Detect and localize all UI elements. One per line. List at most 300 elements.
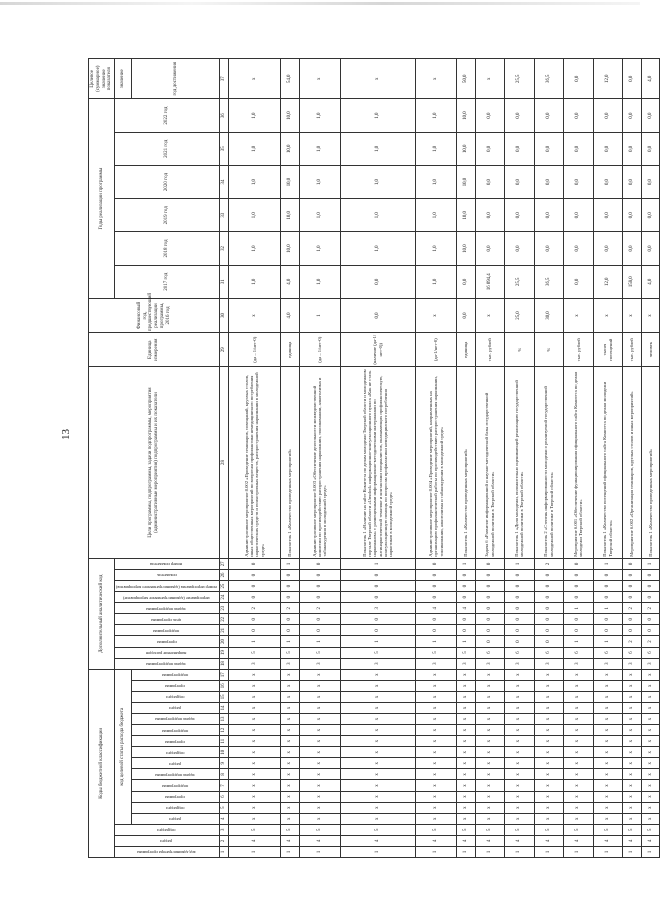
code-cell: х	[534, 758, 564, 769]
code-cell: 0	[505, 603, 535, 614]
code-cell: х	[416, 680, 457, 691]
code-cell: 6	[641, 647, 660, 658]
hdr-year: 2022 год	[115, 99, 220, 132]
row-unit: %	[505, 333, 535, 367]
code-cell: х	[534, 736, 564, 747]
code-cell: х	[340, 713, 415, 724]
code-cell: х	[281, 802, 300, 813]
code-cell: х	[641, 725, 660, 736]
code-cell: 0	[475, 603, 505, 614]
hdr-expense-label: программа	[165, 684, 185, 690]
code-cell: х	[456, 791, 475, 802]
code-cell: х	[475, 736, 505, 747]
code-cell: 0	[505, 614, 535, 625]
code-cell: 1	[623, 846, 642, 857]
code-cell: х	[593, 802, 623, 813]
code-cell: 4	[416, 603, 457, 614]
code-cell: 5	[593, 824, 623, 835]
table-row	[475, 59, 505, 858]
row-year-value: 1,0	[299, 265, 340, 298]
row-year-value: 1,0	[340, 99, 415, 132]
code-cell: 3	[623, 658, 642, 669]
hdr-expense-label: подпрограмма	[161, 728, 189, 734]
code-cell: х	[505, 791, 535, 802]
row-unit: (наличие (да-1/нет-0))	[340, 333, 415, 367]
code-cell: 3	[564, 658, 594, 669]
code-cell: х	[299, 758, 340, 769]
code-cell: 0	[456, 592, 475, 603]
code-cell: х	[564, 747, 594, 758]
code-cell: 6	[534, 647, 564, 658]
col-number: 17	[220, 669, 229, 680]
code-cell: х	[340, 813, 415, 824]
code-cell: х	[564, 780, 594, 791]
col-number: 2	[220, 835, 229, 846]
row-year-value: 1,0	[228, 265, 280, 298]
row-year-value: 10,0	[281, 132, 300, 165]
code-cell: х	[228, 769, 280, 780]
hdr-analytic-codes: Дополнительный аналитический код	[89, 558, 115, 669]
code-cell: х	[281, 736, 300, 747]
code-cell: 0	[475, 625, 505, 636]
row-year-value: 0,0	[593, 165, 623, 198]
code-cell: х	[281, 791, 300, 802]
row-year-value: 0,0	[505, 99, 535, 132]
col-number: 32	[220, 232, 229, 265]
code-cell: х	[641, 780, 660, 791]
row-final: 25,5	[505, 59, 535, 99]
code-cell: х	[623, 813, 642, 824]
code-cell: 1	[340, 558, 415, 569]
code-cell: 0	[505, 592, 535, 603]
code-cell: х	[299, 702, 340, 713]
row-year-value: 25,5	[505, 265, 535, 298]
code-cell: 0	[228, 581, 280, 592]
code-cell: х	[623, 747, 642, 758]
code-cell: х	[299, 802, 340, 813]
code-cell: х	[641, 769, 660, 780]
hdr-analytic-label: задача подпрограммы	[146, 606, 187, 612]
code-cell: х	[593, 725, 623, 736]
hdr-code-label: раздел	[160, 839, 173, 845]
code-cell: х	[416, 725, 457, 736]
hdr-analytic-label: мероприятие (административное мероприятие)	[123, 595, 210, 601]
hdr-analytic-label: номер мероприятия (административного мероприятия)	[116, 584, 217, 590]
row-final: 0,0	[564, 59, 594, 99]
code-cell: 1	[340, 846, 415, 857]
code-cell: 0	[475, 614, 505, 625]
code-cell: х	[340, 769, 415, 780]
code-cell: 0	[475, 581, 505, 592]
code-cell: х	[228, 780, 280, 791]
row-year-value: 0,0	[564, 132, 594, 165]
code-cell: 0	[299, 614, 340, 625]
code-cell: х	[281, 813, 300, 824]
code-cell: х	[228, 736, 280, 747]
code-cell: 0	[564, 614, 594, 625]
col-number: 25	[220, 581, 229, 592]
code-cell: 0	[593, 614, 623, 625]
row-base: х	[641, 298, 660, 332]
code-cell: х	[641, 713, 660, 724]
row-base: 0,0	[340, 298, 415, 332]
code-cell: х	[228, 669, 280, 680]
code-cell: 1	[281, 846, 300, 857]
code-cell: 0	[299, 569, 340, 580]
table-row	[456, 59, 475, 858]
code-cell: х	[534, 669, 564, 680]
code-cell: х	[340, 802, 415, 813]
table-row	[534, 59, 564, 858]
hdr-expense-label: задача подпрограммы	[155, 717, 196, 723]
code-cell: х	[281, 769, 300, 780]
code-cell: х	[475, 702, 505, 713]
row-year-value: 12,0	[593, 265, 623, 298]
code-cell: х	[228, 702, 280, 713]
code-cell: х	[641, 791, 660, 802]
code-cell: 0	[340, 614, 415, 625]
row-year-value: 1,0	[416, 265, 457, 298]
hdr-expense-col	[132, 669, 220, 680]
code-cell: 0	[641, 569, 660, 580]
table-row	[416, 59, 457, 858]
hdr-analytic-col	[115, 603, 220, 614]
row-name: Показатель 1 «Доля молодежи, положительно оценивающей реализацию государственной молодежной политики в Тверской области»	[505, 367, 535, 558]
row-name: Мероприятие 6.001 «Обеспечение функционирования официального сайта Комитета по делам молодежи Тверской области»	[564, 367, 594, 558]
code-cell: 0	[505, 625, 535, 636]
hdr-expense-label: раздел	[169, 817, 182, 823]
code-cell: х	[281, 725, 300, 736]
code-cell: х	[475, 713, 505, 724]
row-year-value: 1,0	[416, 99, 457, 132]
hdr-expense-col	[132, 802, 220, 813]
row-year-value: 1,0	[299, 199, 340, 232]
code-cell: х	[564, 680, 594, 691]
hdr-expense-label: раздел	[169, 761, 182, 767]
code-cell: 5	[456, 647, 475, 658]
code-cell: х	[299, 813, 340, 824]
hdr-expense-label: программа	[165, 739, 185, 745]
code-cell: х	[281, 758, 300, 769]
code-cell: 0	[564, 581, 594, 592]
code-cell: 0	[416, 592, 457, 603]
code-cell: х	[623, 691, 642, 702]
code-cell: 1	[228, 846, 280, 857]
code-cell: х	[228, 747, 280, 758]
code-cell: х	[416, 669, 457, 680]
code-cell: х	[534, 680, 564, 691]
row-year-value: 1,0	[299, 165, 340, 198]
code-cell: 0	[564, 625, 594, 636]
code-cell: х	[505, 736, 535, 747]
table-row	[593, 59, 623, 858]
code-cell: 1	[641, 846, 660, 857]
code-cell: х	[340, 758, 415, 769]
row-unit: (да – 1/нет-0)	[299, 333, 340, 367]
scan-artifact-line	[0, 2, 640, 5]
code-cell: 0	[456, 625, 475, 636]
code-cell: х	[228, 680, 280, 691]
code-cell: х	[534, 691, 564, 702]
code-cell: 1	[593, 558, 623, 569]
code-cell: х	[475, 680, 505, 691]
row-name: Показатель 1 «Количество проведенных мероприятий»	[281, 367, 300, 558]
code-cell: х	[456, 813, 475, 824]
code-cell: х	[475, 813, 505, 824]
row-year-value: 1,0	[299, 132, 340, 165]
code-cell: 3	[416, 658, 457, 669]
code-cell: 5	[416, 647, 457, 658]
code-cell: 0	[505, 569, 535, 580]
code-cell: 4	[299, 835, 340, 846]
code-cell: х	[505, 769, 535, 780]
code-cell: х	[623, 702, 642, 713]
code-cell: х	[456, 758, 475, 769]
code-cell: х	[505, 725, 535, 736]
row-year-value: 0,0	[475, 199, 505, 232]
code-cell: х	[641, 747, 660, 758]
code-cell: 5	[475, 824, 505, 835]
code-cell: х	[416, 758, 457, 769]
hdr-code-label: код администратора программы	[137, 850, 196, 856]
code-cell: 5	[340, 647, 415, 658]
code-cell: 0	[534, 592, 564, 603]
code-cell: 4	[416, 835, 457, 846]
row-year-value: 0,0	[623, 165, 642, 198]
col-number: 24	[220, 592, 229, 603]
code-cell: 4	[564, 835, 594, 846]
code-cell: 1	[416, 636, 457, 647]
code-cell: х	[340, 669, 415, 680]
code-cell: 1	[593, 846, 623, 857]
row-year-value: 0,0	[340, 265, 415, 298]
col-number: 8	[220, 769, 229, 780]
hdr-analytic-col	[115, 581, 220, 592]
row-year-value: 10,0	[281, 99, 300, 132]
col-number: 29	[220, 333, 229, 367]
row-name: Административное мероприятие 8.004 «Проведение мероприятий, направленных на организацию профилактической работы по противодействию распространения наркомании, токсикомании, алкоголизма и табакокурения в молодежной среде»	[416, 367, 457, 558]
hdr-years: Годы реализации программы	[89, 99, 115, 298]
row-name: Административное мероприятие 8.003 «Обеспечение деятельности межведомственной комиссии по противодействию распространения наркомании, токсикомании, алкоголизма и табакокурения в молодежной среде»	[299, 367, 340, 558]
code-cell: х	[475, 725, 505, 736]
hdr-analytic-col	[115, 592, 220, 603]
code-cell: х	[456, 736, 475, 747]
code-cell: 4	[593, 835, 623, 846]
row-name: Мероприятие 6.002 «Организация семинаров, круглых столов и иных мероприятий»	[623, 367, 642, 558]
row-name: Показатель 2 «Степень информированности молодежи о реализуемой государственной молодежной политике в Тверской области»	[534, 367, 564, 558]
hdr-expense-col	[132, 813, 220, 824]
code-cell: х	[299, 669, 340, 680]
code-cell: 0	[641, 614, 660, 625]
row-year-value: 1,0	[416, 132, 457, 165]
row-final: х	[299, 59, 340, 99]
code-cell: 2	[534, 558, 564, 569]
code-cell: 1	[641, 558, 660, 569]
row-year-value: 0,0	[564, 165, 594, 198]
code-cell: 1	[534, 846, 564, 857]
code-cell: х	[641, 669, 660, 680]
code-cell: х	[564, 669, 594, 680]
code-cell: 1	[340, 636, 415, 647]
hdr-expense-label: подраздел	[165, 750, 185, 756]
code-cell: х	[641, 736, 660, 747]
code-cell: х	[416, 702, 457, 713]
row-year-value: 0,0	[505, 132, 535, 165]
code-cell: 1	[593, 603, 623, 614]
code-cell: 6	[623, 647, 642, 658]
code-cell: х	[475, 758, 505, 769]
code-cell: 3	[641, 658, 660, 669]
code-cell: 0	[623, 569, 642, 580]
code-cell: 0	[641, 581, 660, 592]
code-cell: 0	[299, 581, 340, 592]
row-year-value: 1,0	[228, 132, 280, 165]
code-cell: х	[564, 691, 594, 702]
hdr-expense-col	[132, 725, 220, 736]
hdr-expense-col	[132, 769, 220, 780]
code-cell: 4	[534, 835, 564, 846]
code-cell: 5	[281, 647, 300, 658]
code-cell: х	[593, 736, 623, 747]
row-unit: (да-1/нет-0)	[416, 333, 457, 367]
code-cell: х	[505, 758, 535, 769]
hdr-analytic-label: направление расходов	[146, 651, 187, 657]
row-year-value: 0,0	[534, 232, 564, 265]
col-number: 26	[220, 569, 229, 580]
code-cell: х	[340, 702, 415, 713]
row-year-value: 10,0	[456, 232, 475, 265]
row-name: Административное мероприятие 8.002 «Проведение семинаров, совещаний, круглых столов, иных общественных мероприятий по вопросам профилактики немедицинского потребления наркотических средств и психотропных веществ, распространения наркомании в молодежной среде»	[228, 367, 280, 558]
code-cell: 0	[299, 558, 340, 569]
code-cell: 0	[456, 614, 475, 625]
code-cell: х	[340, 725, 415, 736]
row-base: х	[475, 298, 505, 332]
code-cell: х	[299, 780, 340, 791]
code-cell: 0	[534, 625, 564, 636]
hdr-year: 2020 год	[115, 165, 220, 198]
code-cell: 5	[416, 824, 457, 835]
code-cell: 0	[475, 569, 505, 580]
row-unit: (да – 1/нет-0)	[228, 333, 280, 367]
code-cell: 6	[505, 647, 535, 658]
code-cell: х	[228, 813, 280, 824]
hdr-expense-label: раздел	[169, 706, 182, 712]
code-cell: х	[534, 769, 564, 780]
row-year-value: 0,0	[593, 132, 623, 165]
table-row	[623, 59, 642, 858]
code-cell: 0	[228, 625, 280, 636]
row-year-value: 10,0	[456, 199, 475, 232]
code-cell: 0	[416, 581, 457, 592]
row-year-value: 0,0	[505, 199, 535, 232]
code-cell: 0	[564, 558, 594, 569]
col-number: 23	[220, 603, 229, 614]
code-cell: 0	[228, 592, 280, 603]
code-cell: 5	[299, 647, 340, 658]
code-cell: 5	[456, 824, 475, 835]
row-name: Показатель 1 «Количество проведенных мероприятий»	[641, 367, 660, 558]
code-cell: х	[623, 769, 642, 780]
row-year-value: 1,0	[416, 165, 457, 198]
code-cell: х	[456, 669, 475, 680]
hdr-budget-codes: Коды бюджетной классификации	[89, 669, 115, 857]
code-cell: х	[475, 802, 505, 813]
code-cell: 0	[641, 625, 660, 636]
row-year-value: 10,0	[456, 99, 475, 132]
code-cell: х	[416, 769, 457, 780]
code-cell: 0	[299, 592, 340, 603]
row-unit: тыс. рублей	[475, 333, 505, 367]
code-cell: 5	[505, 824, 535, 835]
code-cell: х	[281, 713, 300, 724]
code-cell: х	[299, 680, 340, 691]
hdr-code-col	[115, 824, 220, 835]
table-row	[340, 59, 415, 858]
code-cell: 3	[593, 658, 623, 669]
code-cell: 0	[593, 569, 623, 580]
hdr-analytic-label: показатель	[156, 573, 177, 579]
hdr-analytic-label: программа	[156, 639, 177, 645]
hdr-expense-col	[132, 691, 220, 702]
row-unit: тыс. рублей	[623, 333, 642, 367]
code-cell: 1	[564, 846, 594, 857]
col-number: 15	[220, 691, 229, 702]
code-cell: 3	[456, 658, 475, 669]
col-number: 37	[220, 59, 229, 99]
row-final: 12,0	[593, 59, 623, 99]
hdr-code-col	[115, 846, 220, 857]
code-cell: 0	[340, 581, 415, 592]
code-cell: х	[228, 758, 280, 769]
code-cell: 5	[228, 647, 280, 658]
code-cell: 0	[564, 592, 594, 603]
row-year-value: 0,0	[593, 99, 623, 132]
row-unit: человек	[641, 333, 660, 367]
code-cell: х	[641, 802, 660, 813]
code-cell: х	[534, 802, 564, 813]
row-year-value: 0,0	[623, 132, 642, 165]
row-year-value: 0,0	[641, 99, 660, 132]
code-cell: х	[564, 713, 594, 724]
code-cell: 4	[228, 835, 280, 846]
row-year-value: 0,0	[475, 232, 505, 265]
row-year-value: 158,0	[623, 265, 642, 298]
code-cell: 0	[564, 569, 594, 580]
code-cell: х	[475, 791, 505, 802]
code-cell: 0	[534, 636, 564, 647]
col-number: 30	[220, 298, 229, 332]
code-cell: 0	[475, 592, 505, 603]
code-cell: 0	[593, 625, 623, 636]
code-cell: х	[623, 736, 642, 747]
code-cell: х	[416, 791, 457, 802]
code-cell: 5	[641, 824, 660, 835]
code-cell: х	[299, 791, 340, 802]
code-cell: 0	[416, 558, 457, 569]
col-number: 16	[220, 680, 229, 691]
code-cell: х	[564, 802, 594, 813]
code-cell: 1	[505, 846, 535, 857]
code-cell: х	[281, 702, 300, 713]
code-cell: 0	[534, 581, 564, 592]
code-cell: 4	[475, 835, 505, 846]
code-cell: 1	[299, 846, 340, 857]
code-cell: х	[534, 702, 564, 713]
row-year-value: 0,0	[564, 199, 594, 232]
row-year-value: 16 094,4	[475, 265, 505, 298]
code-cell: 0	[623, 614, 642, 625]
code-cell: х	[505, 691, 535, 702]
